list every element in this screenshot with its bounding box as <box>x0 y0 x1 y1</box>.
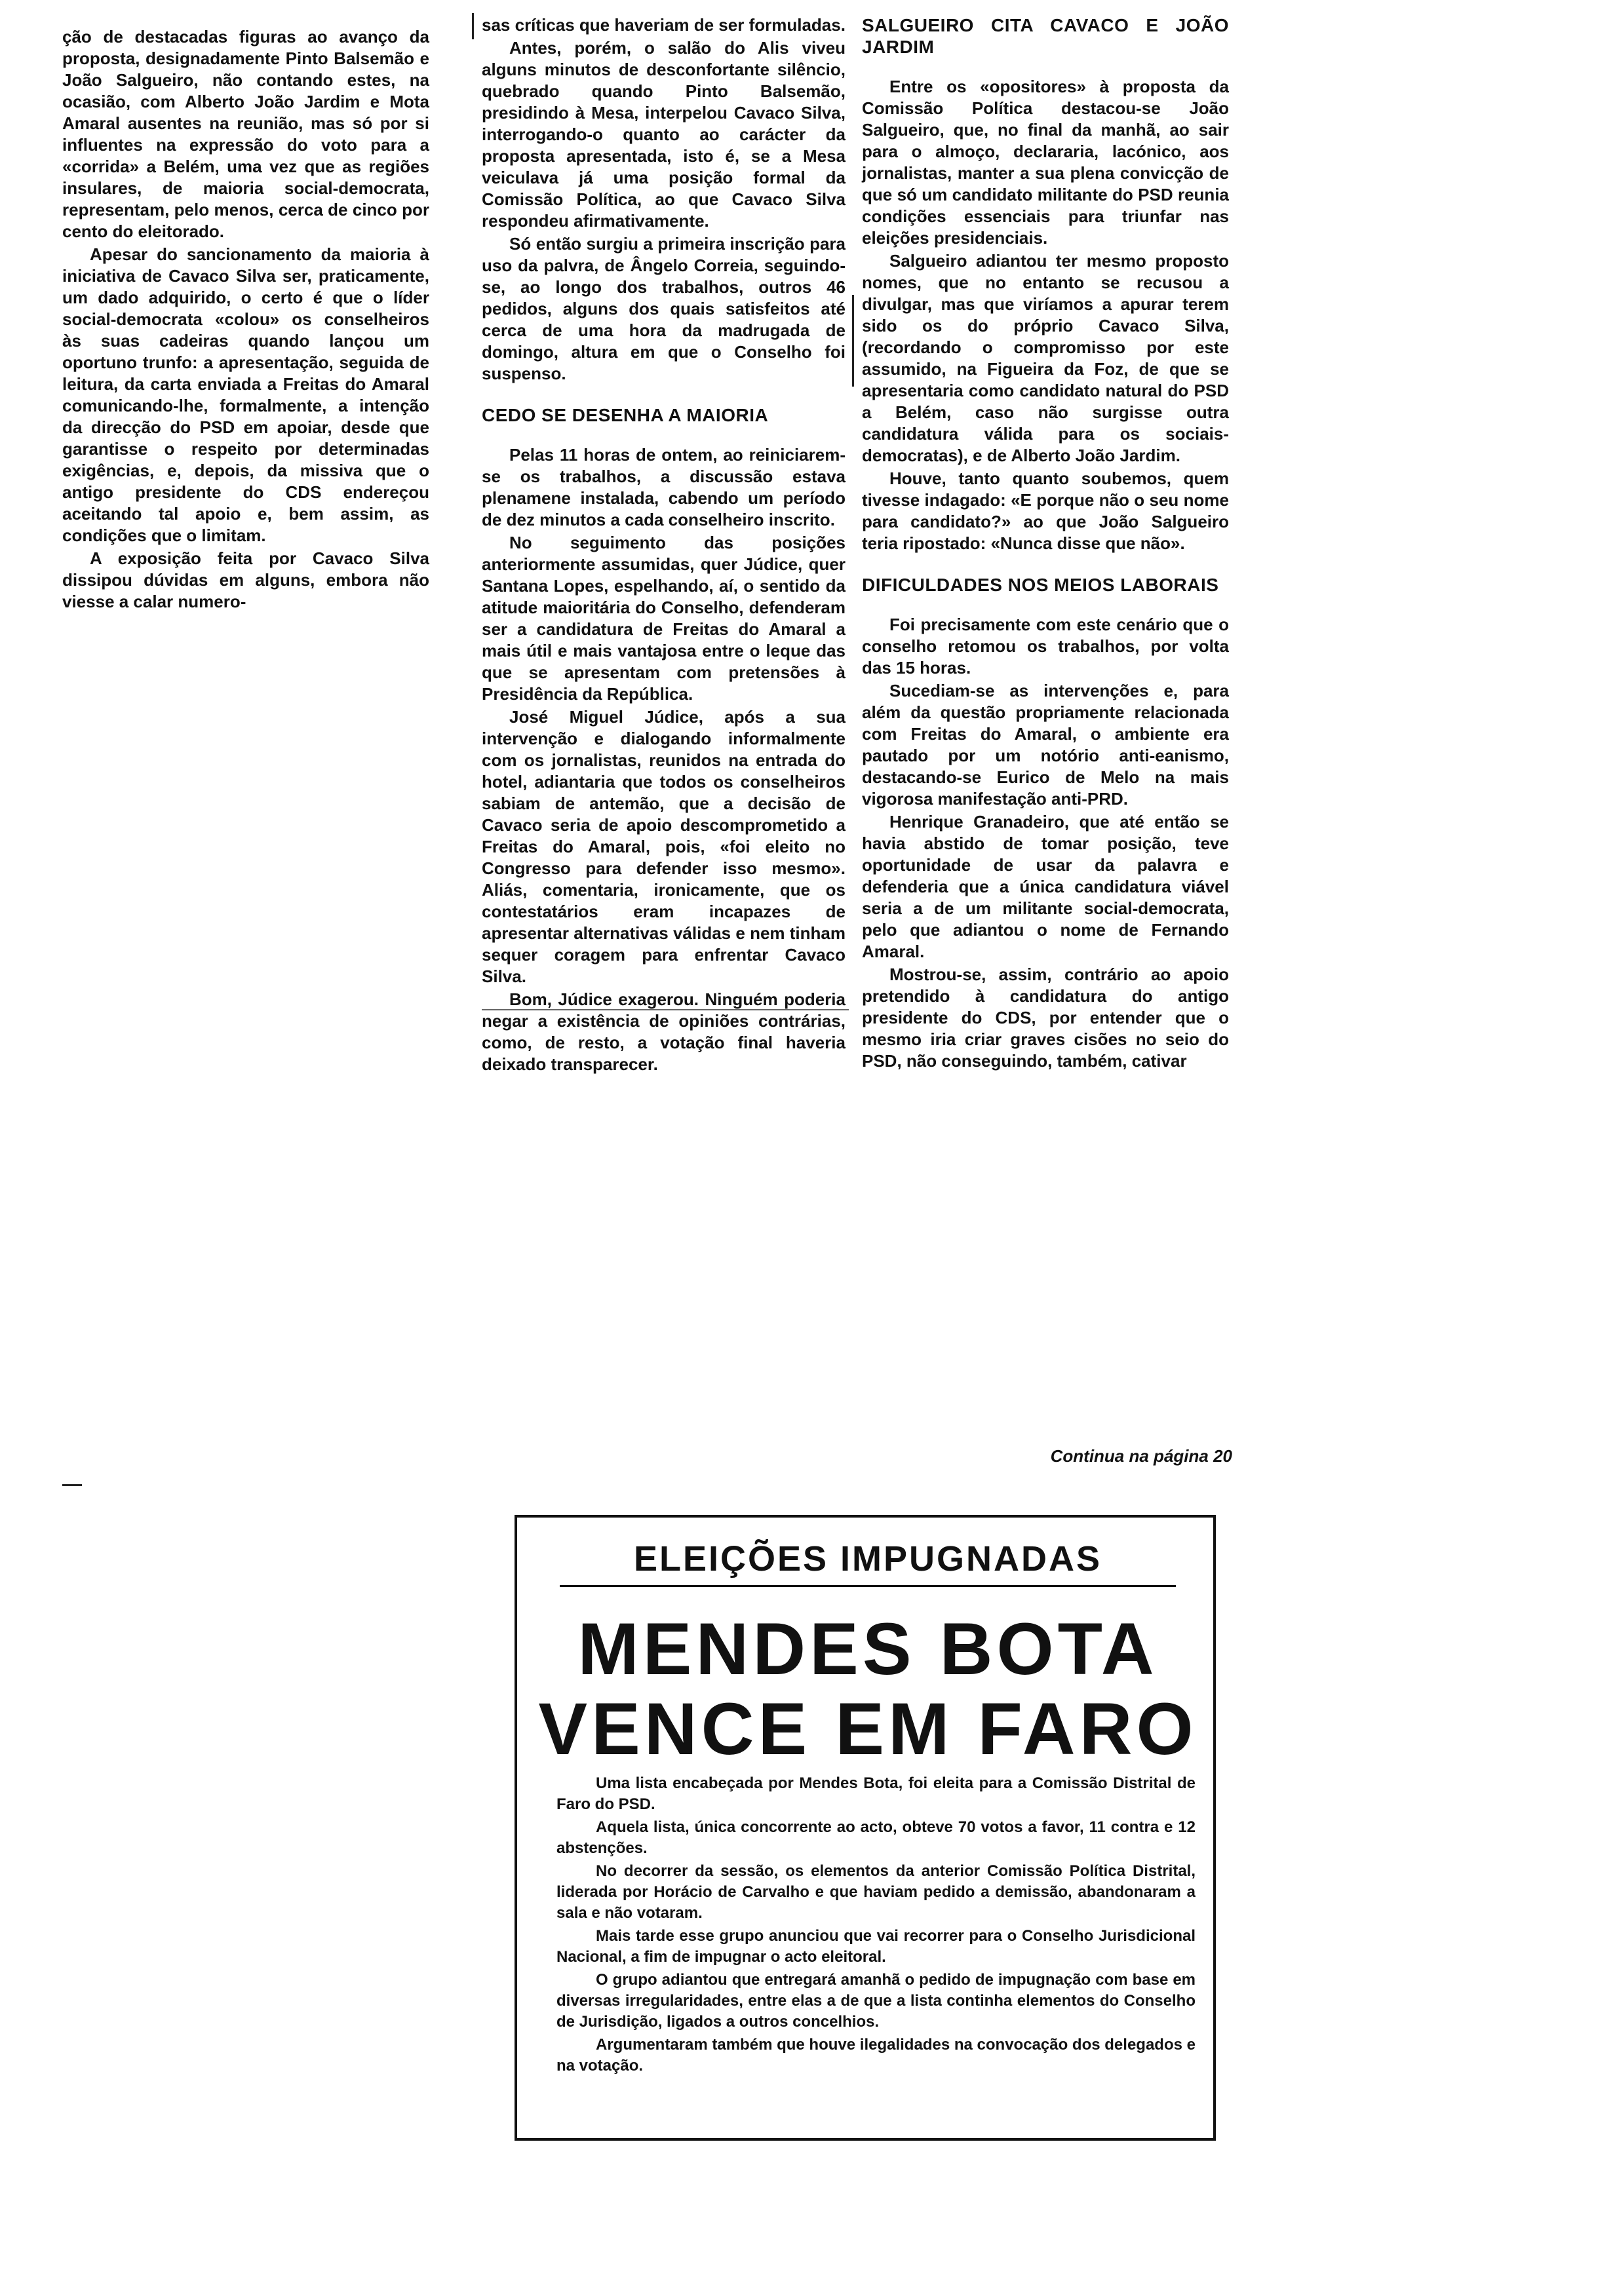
paragraph: Aquela lista, única concorrente ao acto, obteve 70 votos a favor, 11 contra e 12 abstenções. <box>556 1818 1196 1857</box>
paragraph: sas críticas que haveriam de ser formuladas. <box>482 15 846 35</box>
paragraph: Entre os «opositores» à proposta da Comissão Política destacou-se João Salgueiro, que, no final da manhã, ao sair para o almoço, declararia, lacónico, aos jornalistas, manter a sua plena convicção de que só um candidato militante do PSD reunia condições essenciais para triunfar nas eleições presidenciais. <box>862 77 1229 248</box>
paragraph: Pelas 11 horas de ontem, ao reiniciarem-se os trabalhos, a discussão estava plenamene instalada, cabendo um período de dez minutos a cada conselheiro inscrito. <box>482 445 846 529</box>
headline-line-1: MENDES BOTA <box>577 1608 1158 1690</box>
paragraph: A exposição feita por Cavaco Silva dissipou dúvidas em alguns, embora não viesse a calar numero- <box>62 548 429 611</box>
continued-on-page-note: Continua na página 20 <box>1050 1446 1232 1466</box>
paragraph: Houve, tanto quanto soubemos, quem tivesse indagado: «E porque não o seu nome para candidato?» ao que João Salgueiro teria ripostado: «Nunca disse que não». <box>862 469 1229 553</box>
paragraph: Só então surgiu a primeira inscrição para uso da palvra, de Ângelo Correia, seguindo-se, ao longo dos trabalhos, outros 46 pedidos, alguns dos quais satisfeitos até cerca de uma hora da madrugada de domingo, altura em que o Conselho foi suspenso. <box>482 234 846 383</box>
column-rule-mark <box>852 295 854 387</box>
paragraph: Henrique Granadeiro, que até então se havia abstido de tomar posição, teve oportunidade de usar da palavra e defenderia que a única candidatura viável seria a de um militante social-democrata, pelo que adiantou o nome de Fernando Amaral. <box>862 812 1229 961</box>
paragraph: Bom, Júdice exagerou. Ninguém poderia negar a existência de opiniões contrárias, como, de resto, a votação final haveria deixado transparecer. <box>482 989 846 1074</box>
column-rule-mark <box>482 1009 849 1010</box>
paragraph: Antes, porém, o salão do Alis viveu alguns minutos de desconfortante silêncio, quebrado quando Pinto Balsemão, presidindo à Mesa, interpelou Cavaco Silva, interrogando-o quanto ao carácter da proposta apresentada, isto é, se a Mesa veiculava já uma posição formal da Comissão Política, ao que Cavaco Silva respondeu afirmativamente. <box>482 38 846 231</box>
column-rule-mark <box>472 13 474 39</box>
article-column-3 <box>862 14 1229 1073</box>
section-heading: CEDO SE DESENHA A MAIORIA <box>482 405 769 425</box>
article-column-1 <box>62 26 429 614</box>
paragraph: Apesar do sancionamento da maioria à iniciativa de Cavaco Silva ser, praticamente, um dado adquirido, o certo é que o líder social-democrata «colou» os conselheiros às suas cadeiras quando lançou um oportuno trunfo: a apresentação, seguida de leitura, da carta enviada a Freitas do Amaral comunicando-lhe, formalmente, a intenção da direcção do PSD em apoiar, desde que garantisse o respeito por determinadas exigências, e, depois, da missiva que o antigo presidente do CDS endereçou aceitando tal apoio e, bem assim, as condições que o limitam. <box>62 244 429 545</box>
headline-line-2: VENCE EM FARO <box>538 1688 1197 1770</box>
boxed-article-body <box>556 1773 1196 2078</box>
boxed-article <box>515 1515 1216 2141</box>
paragraph: Mostrou-se, assim, contrário ao apoio pretendido à candidatura do antigo presidente do CDS, por entender que o mesmo iria criar graves cisões no seio do PSD, não conseguindo, também, cativar <box>862 965 1229 1071</box>
paragraph: José Miguel Júdice, após a sua intervenção e dialogando informalmente com os jornalistas, reunidos na entrada do hotel, adiantaria que todos os conselheiros sabiam de antemão, que a decisão de Cavaco seria de apoio descomprometido a Freitas do Amaral, pois, «foi eleito no Congresso para defender isso mesmo». Aliás, comentaria, ironicamente, que os contestatários eram incapazes de apresentar alternativas válidas e nem tinham sequer coragem para enfrentar Cavaco Silva. <box>482 707 846 986</box>
paragraph: Sucediam-se as intervenções e, para além da questão propriamente relacionada com Freitas do Amaral, o ambiente era pautado por um notório anti-eanismo, destacando-se Eurico de Melo na mais vigorosa manifestação anti-PRD. <box>862 681 1229 809</box>
paragraph: Salgueiro adiantou ter mesmo proposto nomes, que no entanto se recusou a divulgar, mas que viríamos a apurar terem sido os do próprio Cavaco Silva, (recordando o compromisso por este assumido, na Figueira da Foz, de que se apresentaria como candidato natural do PSD a Belém, caso não surgisse outra candidatura válida para os sociais-democratas), e de Alberto João Jardim. <box>862 251 1229 465</box>
column-rule-mark <box>62 1484 82 1486</box>
headline <box>530 1609 1205 1769</box>
paragraph: Mais tarde esse grupo anunciou que vai recorrer para o Conselho Jurisdicional Nacional, a fim de impugnar o acto eleitoral. <box>556 1927 1196 1966</box>
paragraph: ção de destacadas figuras ao avanço da proposta, designadamente Pinto Balsemão e João Salgueiro, não contando estes, na ocasião, com Alberto João Jardim e Mota Amaral ausentes na reunião, mas só por si influentes na expressão do voto para a «corrida» a Belém, uma vez que as regiões insulares, de maioria social-democrata, representam, pelo menos, cerca de cinco por cento do eleitorado. <box>62 27 429 241</box>
paragraph: Argumentaram também que houve ilegalidades na convocação dos delegados e na votação. <box>556 2036 1196 2075</box>
paragraph: No decorrer da sessão, os elementos da anterior Comissão Política Distrital, liderada por Horácio de Carvalho e que haviam pedido a demissão, abandonaram a sala e não votaram. <box>556 1862 1196 1922</box>
section-heading: SALGUEIRO CITA CAVACO E JOÃO JARDIM <box>862 15 1229 57</box>
article-column-2 <box>482 14 846 1077</box>
kicker-heading: ELEIÇÕES IMPUGNADAS <box>560 1539 1176 1587</box>
paragraph: O grupo adiantou que entregará amanhã o pedido de impugnação com base em diversas irregularidades, entre elas a de que a lista continha elementos do Conselho de Jurisdição, ligados a outros concelhios. <box>556 1971 1196 2031</box>
section-heading: DIFICULDADES NOS MEIOS LABORAIS <box>862 575 1219 595</box>
paragraph: Foi precisamente com este cenário que o conselho retomou os trabalhos, por volta das 15 horas. <box>862 615 1229 678</box>
paragraph: No seguimento das posições anteriormente assumidas, quer Júdice, quer Santana Lopes, espelhando, aí, o sentido da atitude maioritária do Conselho, defenderam ser a candidatura de Freitas do Amaral a mais útil e mais vantajosa entre o leque das que se apresentam com pretensões à Presidência da República. <box>482 533 846 704</box>
paragraph: Uma lista encabeçada por Mendes Bota, foi eleita para a Comissão Distrital de Faro do PSD. <box>556 1774 1196 1813</box>
